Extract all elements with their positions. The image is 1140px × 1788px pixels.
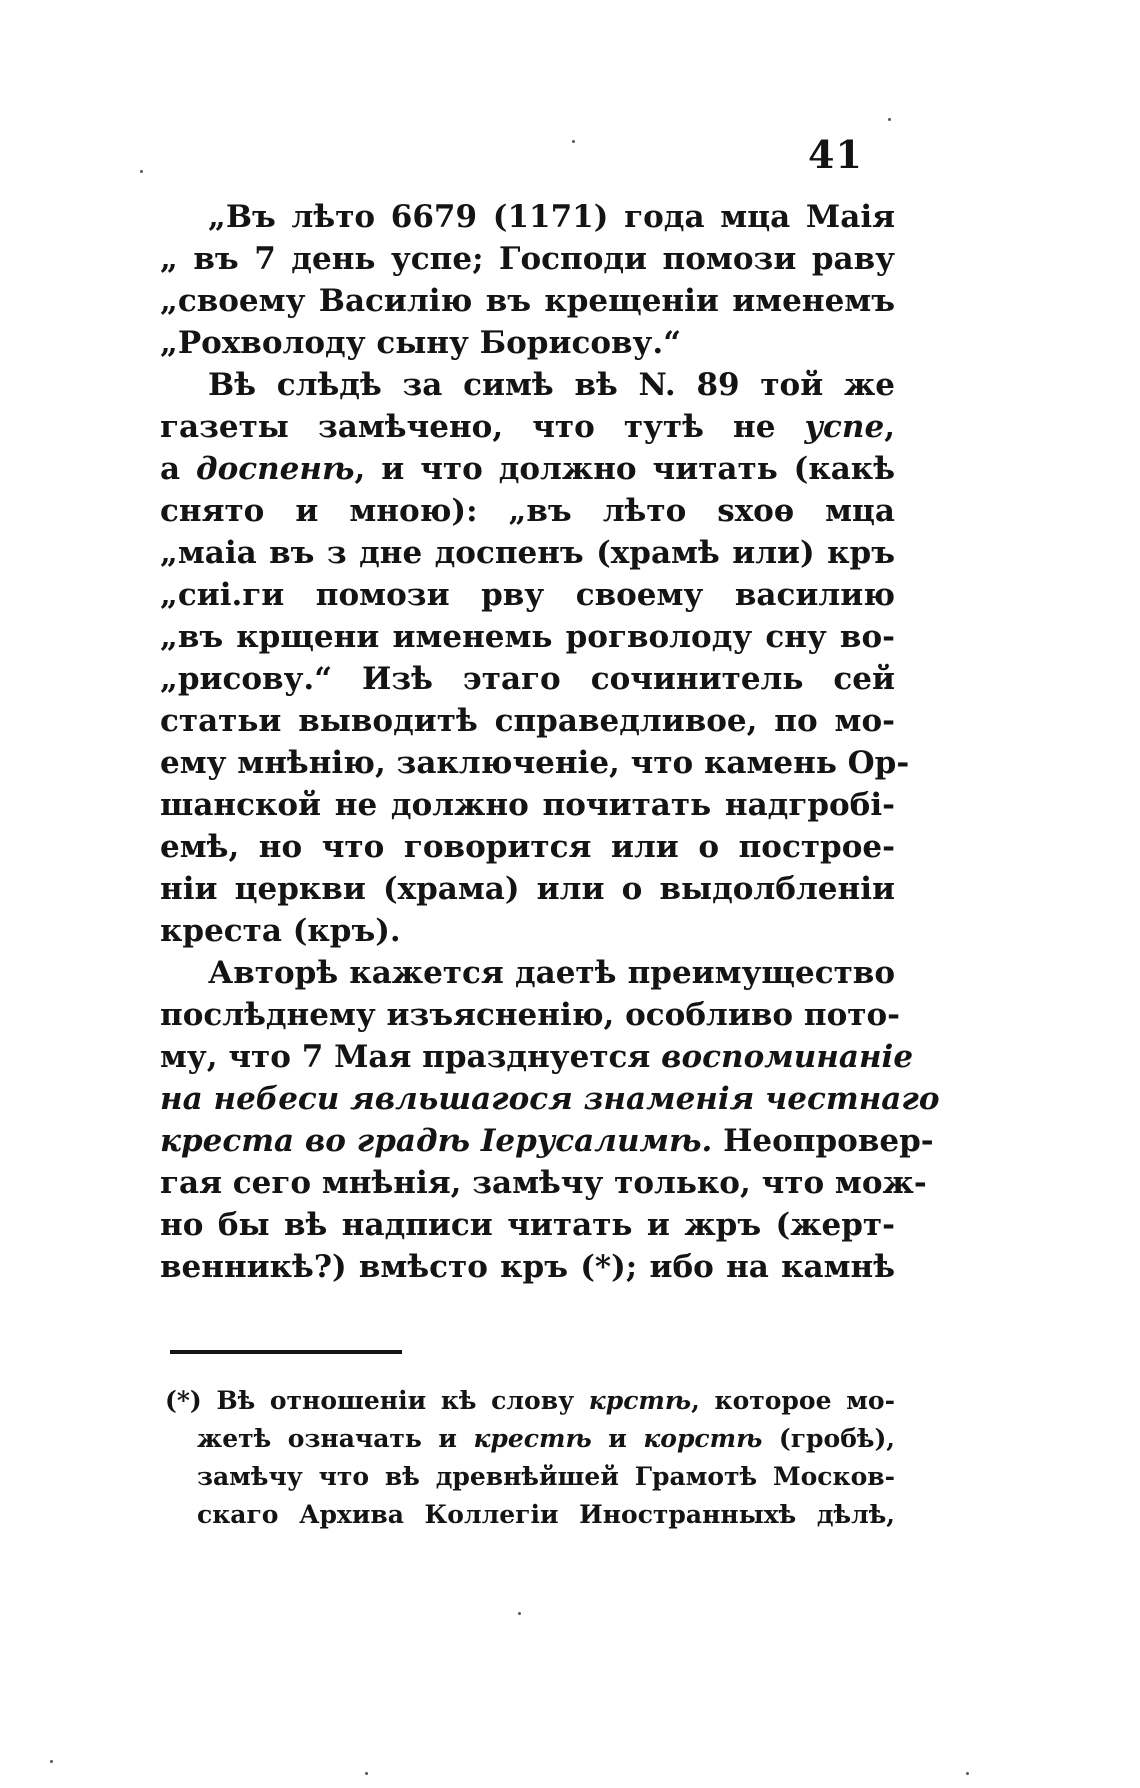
scan-speck [572, 140, 575, 143]
text-fragment: му, что 7 Мая празднуется [160, 1039, 662, 1075]
text-line: Вѣ слѣдѣ за симѣ вѣ N. 89 той же [208, 367, 895, 403]
text-line: ніи церкви (храма) или о выдолбленіи [160, 871, 895, 907]
text-line [160, 1120, 934, 1162]
text-line: креста (кръ). [160, 913, 401, 949]
text-line [160, 448, 895, 490]
text-fragment: Вѣ отношеніи кѣ слову [216, 1386, 589, 1415]
text-fragment: газеты замѣчено, что тутѣ не [160, 409, 805, 445]
footnote-line: скаго Архива Коллегіи Иностранныхѣ дѣлѣ, [197, 1500, 895, 1529]
text-line: „Въ лѣто 6679 (1171) года мца Маія [208, 199, 895, 235]
text-line: „маіа въ з дне доспенъ (храмѣ или) кръ [160, 535, 895, 571]
text-fragment: жетѣ означать и [197, 1424, 474, 1453]
text-line: „въ крщени именемь рогволоду сну во- [160, 619, 895, 655]
text-line: шанской не должно почитать надгробі- [160, 787, 895, 823]
italic-word: успе [804, 409, 885, 445]
text-line: „Рохволоду сыну Борисову.“ [160, 325, 682, 361]
italic-phrase: креста во градѣ Іерусалимѣ. [160, 1123, 713, 1159]
scan-speck [888, 118, 891, 121]
text-fragment: , и что должно читать (какѣ [354, 451, 895, 487]
footnote-marker: (*) [165, 1386, 202, 1415]
italic-word: крстѣ [588, 1386, 692, 1415]
footnote-line [165, 1420, 895, 1458]
text-fragment: (гробѣ), [762, 1424, 895, 1453]
main-text [160, 196, 940, 1288]
text-line [160, 406, 895, 448]
text-line: ему мнѣнію, заключеніе, что камень Ор- [160, 745, 910, 781]
text-line: „сиі.ги помози рву своему василию [160, 577, 895, 613]
text-line: Авторѣ кажется даетѣ преимущество [208, 955, 895, 991]
scan-speck [518, 1612, 521, 1615]
scan-speck [50, 1760, 53, 1763]
footnote-line [165, 1382, 895, 1420]
footnote-line: замѣчу что вѣ древнѣйшей Грамотѣ Москов- [197, 1462, 895, 1491]
text-line: но бы вѣ надписи читать и жръ (жерт- [160, 1207, 895, 1243]
text-line: гая сего мнѣнія, замѣчу только, что мож- [160, 1165, 927, 1201]
text-line: венникѣ?) вмѣсто кръ (*); ибо на камнѣ [160, 1249, 895, 1285]
text-line [160, 1036, 914, 1078]
footnote-separator [170, 1350, 402, 1354]
text-line: „своему Василію въ крещеніи именемъ [160, 283, 895, 319]
text-line: снято и мною): „въ лѣто ѕхоѳ мца [160, 493, 895, 529]
page-number: 41 [808, 132, 863, 177]
italic-word: корстѣ [643, 1424, 763, 1453]
text-line: послѣднему изъясненію, особливо пото- [160, 997, 901, 1033]
footnote [165, 1382, 895, 1534]
text-line: „рисову.“ Изѣ этаго сочинитель сей [160, 661, 895, 697]
scan-speck [140, 170, 143, 173]
text-fragment: а [160, 451, 197, 487]
scan-speck [966, 1772, 969, 1775]
scan-speck [365, 1772, 368, 1775]
text-fragment: Неопровер- [712, 1123, 934, 1159]
italic-word: крестѣ [473, 1424, 592, 1453]
text-line: емѣ, но что говорится или о построе- [160, 829, 895, 865]
text-fragment: и [591, 1424, 644, 1453]
italic-word: доспенѣ [196, 451, 355, 487]
text-line: на небеси явльшагося знаменія честнаго [160, 1081, 940, 1117]
text-fragment: , [884, 409, 895, 445]
text-line: статьи выводитѣ справедливое, по мо- [160, 703, 895, 739]
text-fragment: , которое мо- [691, 1386, 895, 1415]
italic-phrase: воспоминаніе [661, 1039, 914, 1075]
text-line: „ въ 7 день успе; Господи помози раву [160, 241, 895, 277]
